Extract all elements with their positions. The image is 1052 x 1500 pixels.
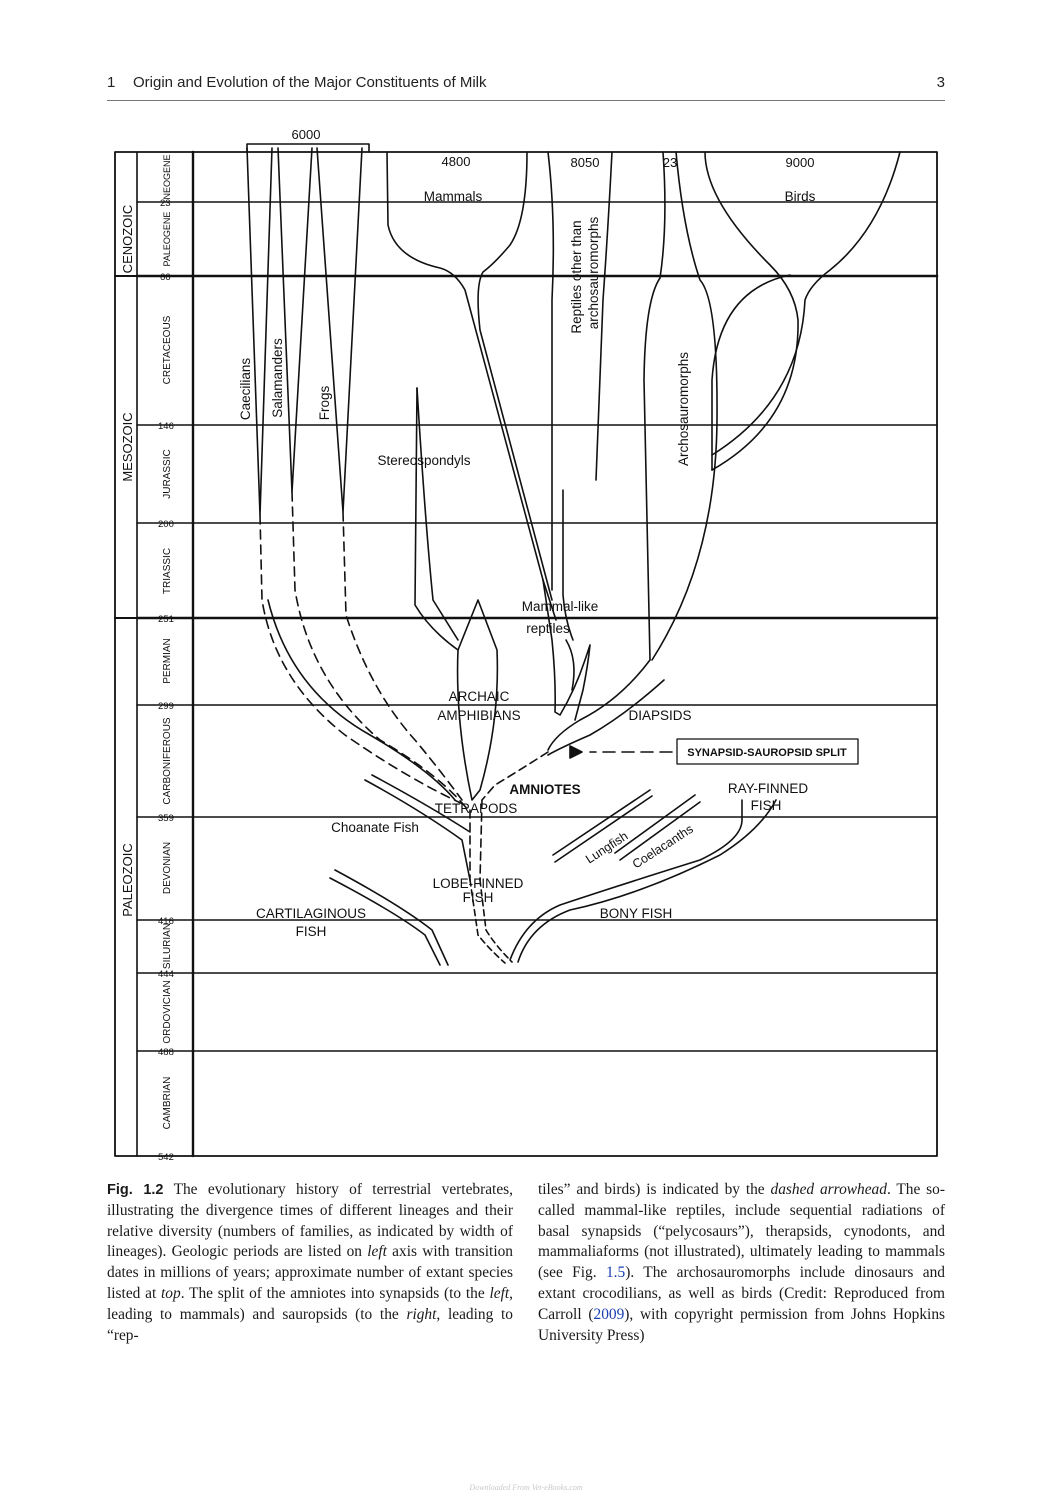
date-label: 416 xyxy=(158,916,174,927)
caption-text: tiles” and birds) is indicated by the xyxy=(538,1181,771,1198)
species-count: 23 xyxy=(662,155,678,170)
lineage-label-stereospondyls: Stereospondyls xyxy=(377,453,471,468)
species-count: 9000 xyxy=(785,155,815,170)
period-label: NEOGENE xyxy=(162,154,172,200)
split-box-label: SYNAPSID-SAUROPSID SPLIT xyxy=(687,747,847,759)
lineage-label-reptiles: archosauromorphs xyxy=(586,216,601,330)
caption-emphasis: left xyxy=(367,1243,387,1261)
period-label: CRETACEOUS xyxy=(162,315,173,385)
caecilians-wedge xyxy=(247,148,272,515)
date-label: 359 xyxy=(158,813,174,824)
caption-text: axis with transition dates in millions of years; approximate number of extant species listed at xyxy=(107,1243,513,1302)
period-label: TRIASSIC xyxy=(162,547,173,595)
page-number: 3 xyxy=(936,74,945,91)
running-head xyxy=(107,74,945,98)
caption-emphasis: top xyxy=(161,1284,181,1302)
lineage-label-reptiles: Reptiles other than xyxy=(569,220,584,334)
lineage-label-frogs: Frogs xyxy=(317,385,332,421)
date-label: 299 xyxy=(158,701,174,712)
lineage-label-lobe-finned: LOBE-FINNED xyxy=(432,876,524,891)
date-label: 542 xyxy=(158,1152,174,1163)
phylogeny-diagram xyxy=(100,118,950,1168)
caption-text: The evolutionary history of terrestrial vertebrates, illustrating the divergence times of different lineages and their relative diversity (numbers of families, as indicated by width of lineages). Geologic periods are listed on xyxy=(107,1181,513,1261)
caption-text: ), with copyright permission from Johns Hopkins University Press) xyxy=(538,1305,946,1344)
lineage-label-lungfish: Lungfish xyxy=(583,828,631,867)
period-label: CAMBRIAN xyxy=(162,1076,173,1130)
figure-label: Fig. 1.2 xyxy=(107,1182,164,1198)
lineage-label-archosauromorphs: Archosauromorphs xyxy=(676,351,691,467)
figure-caption-right xyxy=(538,1180,945,1346)
chapter-number: 1 xyxy=(107,74,116,91)
caption-emphasis: dashed arrowhead xyxy=(770,1181,887,1198)
figure-caption-left xyxy=(107,1180,513,1346)
header-rule xyxy=(107,100,945,101)
lineage-label-birds: Birds xyxy=(784,189,816,204)
caption-text: , leading to “rep- xyxy=(107,1305,513,1344)
caption-text: . The so-called mammal-like reptiles, include sequential radiations of basal synapsids (“pelycosaurs”), therapsids, cynodonts, and mammaliaforms (not illustrated), ultimately leading to mammals (see Fig. xyxy=(538,1181,945,1282)
lineage-label-cartilaginous: FISH xyxy=(295,924,327,939)
species-count: 8050 xyxy=(570,155,600,170)
period-label: PERMIAN xyxy=(162,638,173,684)
lineage-label-archaic: ARCHAIC xyxy=(448,689,510,704)
period-label: PALEOGENE xyxy=(162,211,172,267)
period-label: JURASSIC xyxy=(162,449,173,499)
date-label: 66 xyxy=(160,272,171,283)
figure-reference-link[interactable]: 1.5 xyxy=(605,1264,626,1282)
lineage-label-amniotes: AMNIOTES xyxy=(509,782,581,797)
lineage-label-ray-finned: FISH xyxy=(750,798,782,813)
date-label: 251 xyxy=(158,614,174,625)
lineage-label-salamanders: Salamanders xyxy=(270,338,285,418)
lineage-label-mammal-like: Mammal-like xyxy=(521,599,599,614)
lineage-label-ray-finned: RAY-FINNED xyxy=(727,781,809,796)
download-watermark: Downloaded From Vet-eBooks.com xyxy=(469,1483,583,1492)
period-label: SILURIAN xyxy=(162,922,173,970)
era-label: PALEOZOIC xyxy=(120,843,135,917)
species-count: 6000 xyxy=(291,127,321,142)
salamanders-wedge xyxy=(278,148,312,492)
lineage-label-cartilaginous: CARTILAGINOUS xyxy=(255,906,367,921)
period-label: CARBONIFEROUS xyxy=(162,717,173,805)
period-label: ORDOVICIAN xyxy=(162,980,173,1044)
lineage-label-coelacanths: Coelacanths xyxy=(629,821,696,872)
caption-text: . The split of the amniotes into synapsids (to the xyxy=(180,1284,490,1302)
lineage-label-diapsids: DIAPSIDS xyxy=(628,708,692,723)
caption-text: , leading to mammals) and sauropsids (to the xyxy=(107,1284,513,1323)
lineage-label-caecilians: Caecilians xyxy=(238,357,253,421)
figure-frame xyxy=(115,152,937,1156)
lineage-label-mammals: Mammals xyxy=(423,189,483,204)
lineage-label-archaic: AMPHIBIANS xyxy=(437,708,521,723)
date-label: 488 xyxy=(158,1047,174,1058)
lineage-label-choanate: Choanate Fish xyxy=(331,820,419,835)
chapter-title: Origin and Evolution of the Major Constituents of Milk xyxy=(133,74,487,91)
lineage-label-mammal-like: reptiles xyxy=(526,621,570,636)
caption-emphasis: right xyxy=(406,1305,437,1323)
citation-link[interactable]: 2009 xyxy=(593,1305,625,1323)
species-count: 4800 xyxy=(441,154,471,169)
date-label: 23 xyxy=(160,198,171,209)
era-label: CENOZOIC xyxy=(120,204,135,274)
lineage-label-bony-fish: BONY FISH xyxy=(599,906,673,921)
phylogeny-figure xyxy=(100,118,950,1173)
era-label: MESOZOIC xyxy=(120,412,135,482)
date-label: 146 xyxy=(158,421,174,432)
caption-text: ). The archosauromorphs include dinosaurs and extant crocodilians, as well as birds (Credit: Reproduced from Carroll ( xyxy=(538,1264,945,1323)
caption-emphasis: left xyxy=(489,1284,510,1302)
date-label: 444 xyxy=(158,969,174,980)
period-label: DEVONIAN xyxy=(162,841,173,895)
date-label: 200 xyxy=(158,519,174,530)
lineage-label-tetrapods: TETRAPODS xyxy=(434,801,518,816)
lineage-label-lobe-finned: FISH xyxy=(462,890,494,905)
